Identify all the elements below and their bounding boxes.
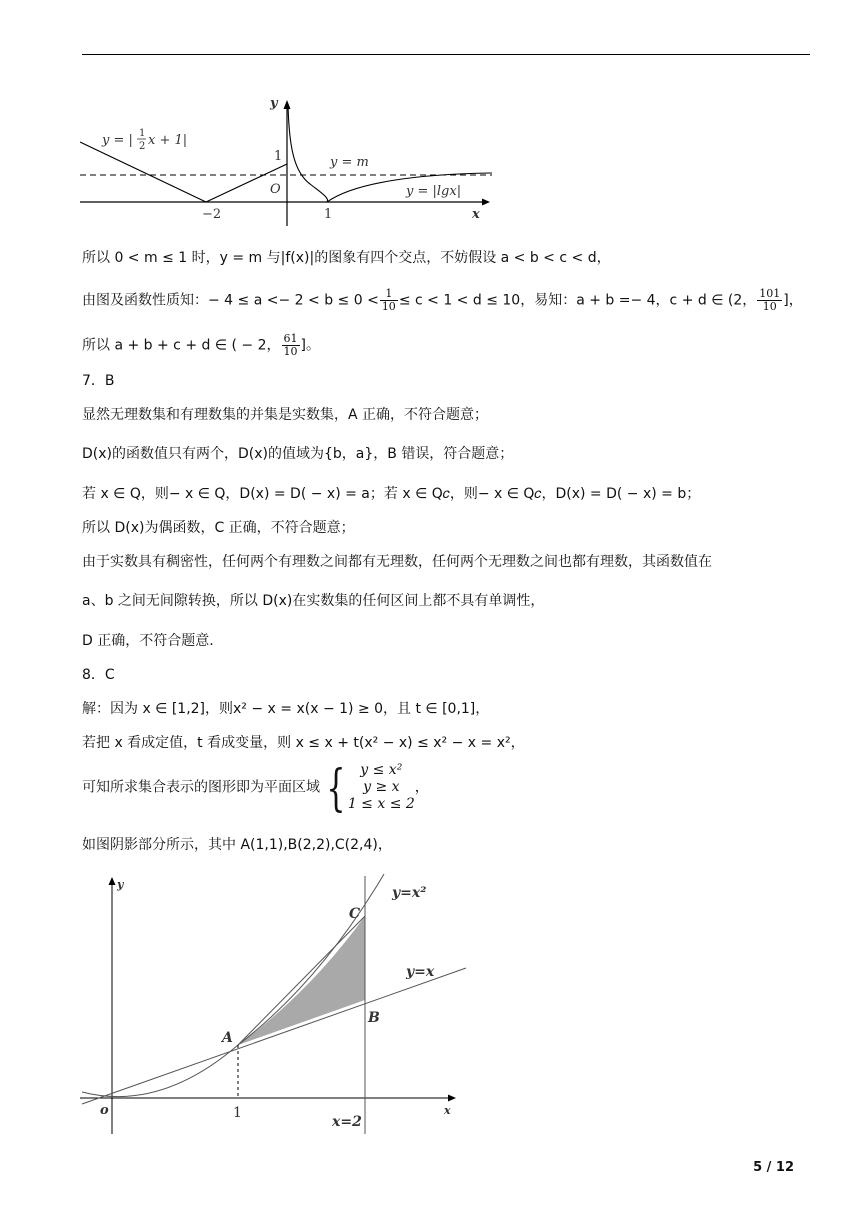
fig1-x-label: x [472, 207, 480, 222]
fig2-x-label: x [444, 1104, 451, 1117]
inequality-system: { y ≤ x² y ≥ x 1 ≤ x ≤ 2 [326, 758, 415, 817]
fig2-point-b: B [368, 1010, 380, 1026]
fraction-1-10: $\frac{1}{10}$ [381, 287, 396, 313]
fig1-label-lg: y = |lgx| [406, 184, 462, 199]
fig2-label-line: y=x [406, 964, 435, 980]
line2-part-a: 由图及函数性质知：− 4 ≤ a <− 2 < b ≤ 0 < [82, 292, 379, 309]
fig2-origin: o [100, 1103, 109, 1118]
fig2-point-a: A [222, 1030, 233, 1046]
line15-lead: 可知所求集合表示的图形即为平面区域 [82, 779, 320, 796]
fig1-tick-neg2: −2 [202, 207, 222, 222]
text-line-8: 所以 D(x)为偶函数，C 正确，不符合题意； [82, 520, 355, 536]
text-line-3 [82, 333, 822, 358]
figure-abs-functions [80, 92, 500, 226]
fig1-tick-x1: 1 [324, 207, 333, 222]
fig2-tick-1: 1 [233, 1105, 242, 1121]
text-line-7: 若 x ∈ Q，则− x ∈ Q，D(x) = D( − x) = a；若 x ∈ Q𝑐，则− x ∈ Q𝑐，D(x) = D( − x) = b； [82, 486, 701, 502]
line2-part-c: ]， [783, 292, 803, 309]
line3-part-b: ]。 [300, 337, 320, 354]
text-line-15 [82, 758, 822, 817]
text-line-14: 若把 x 看成定值，t 看成变量，则 x ≤ x + t(x² − x) ≤ x² − x = x²， [82, 735, 525, 751]
fig1-y-label: y [270, 96, 278, 111]
fig1-label-abs-linear-post: x + 1| [148, 133, 188, 148]
text-line-5: 显然无理数集和有理数集的并集是实数集，A 正确，不符合题意； [82, 407, 489, 423]
fraction-101-10: $\frac{101}{10}$ [759, 287, 781, 313]
fraction-61-10: $\frac{61}{10}$ [283, 332, 298, 358]
text-line-16: 如图阴影部分所示，其中 A(1,1),B(2,2),C(2,4)， [82, 837, 392, 853]
text-line-9: 由于实数具有稠密性，任何两个有理数之间都有无理数，任何两个无理数之间也都有理数，其函数值在 [82, 554, 712, 570]
text-line-6: D(x)的函数值只有两个，D(x)的值域为{b，a}，B 错误，符合题意； [82, 446, 514, 462]
fig1-tick-1: 1 [274, 149, 283, 164]
fig2-label-vertical: x=2 [332, 1114, 362, 1130]
fig2-point-c: C [349, 906, 361, 922]
fig1-origin: O [270, 182, 281, 197]
system-row-1: y ≤ x² [360, 762, 403, 778]
fig2-label-parabola: y=x² [392, 885, 427, 901]
text-line-1: 所以 0 < m ≤ 1 时，y = m 与|f(x)|的图象有四个交点，不妨假设 a < b < c < d， [82, 250, 611, 266]
text-line-2 [82, 288, 822, 313]
fig1-label-abs-linear-den: 2 [139, 141, 146, 152]
fig2-y-label: y [117, 878, 124, 891]
fig1-label-abs-linear-pre: y = | [102, 133, 133, 148]
figure-shaded-region [80, 872, 472, 1142]
fig1-label-abs-linear-num: 1 [139, 128, 146, 139]
line15-tail: ， [414, 779, 429, 796]
text-line-11: D 正确，不符合题意. [82, 633, 214, 649]
header-rule [82, 54, 810, 55]
line3-part-a: 所以 a + b + c + d ∈ ( − 2， [82, 337, 281, 354]
system-row-2: y ≥ x [363, 779, 400, 795]
line2-part-b: ≤ c < 1 < d ≤ 10，易知：a + b =− 4，c + d ∈ (2， [398, 292, 757, 309]
text-line-10: a、b 之间无间隙转换，所以 D(x)在实数集的任何区间上都不具有单调性， [82, 593, 545, 609]
text-line-13: 解：因为 x ∈ [1,2]，则x² − x = x(x − 1) ≥ 0，且 t ∈ [0,1]， [82, 701, 490, 717]
page-number: 5 / 12 [753, 1160, 794, 1175]
answer-7: 7．B [82, 373, 115, 389]
system-row-3: 1 ≤ x ≤ 2 [347, 796, 415, 812]
answer-8: 8．C [82, 667, 115, 683]
fig1-label-ym: y = m [330, 155, 369, 170]
